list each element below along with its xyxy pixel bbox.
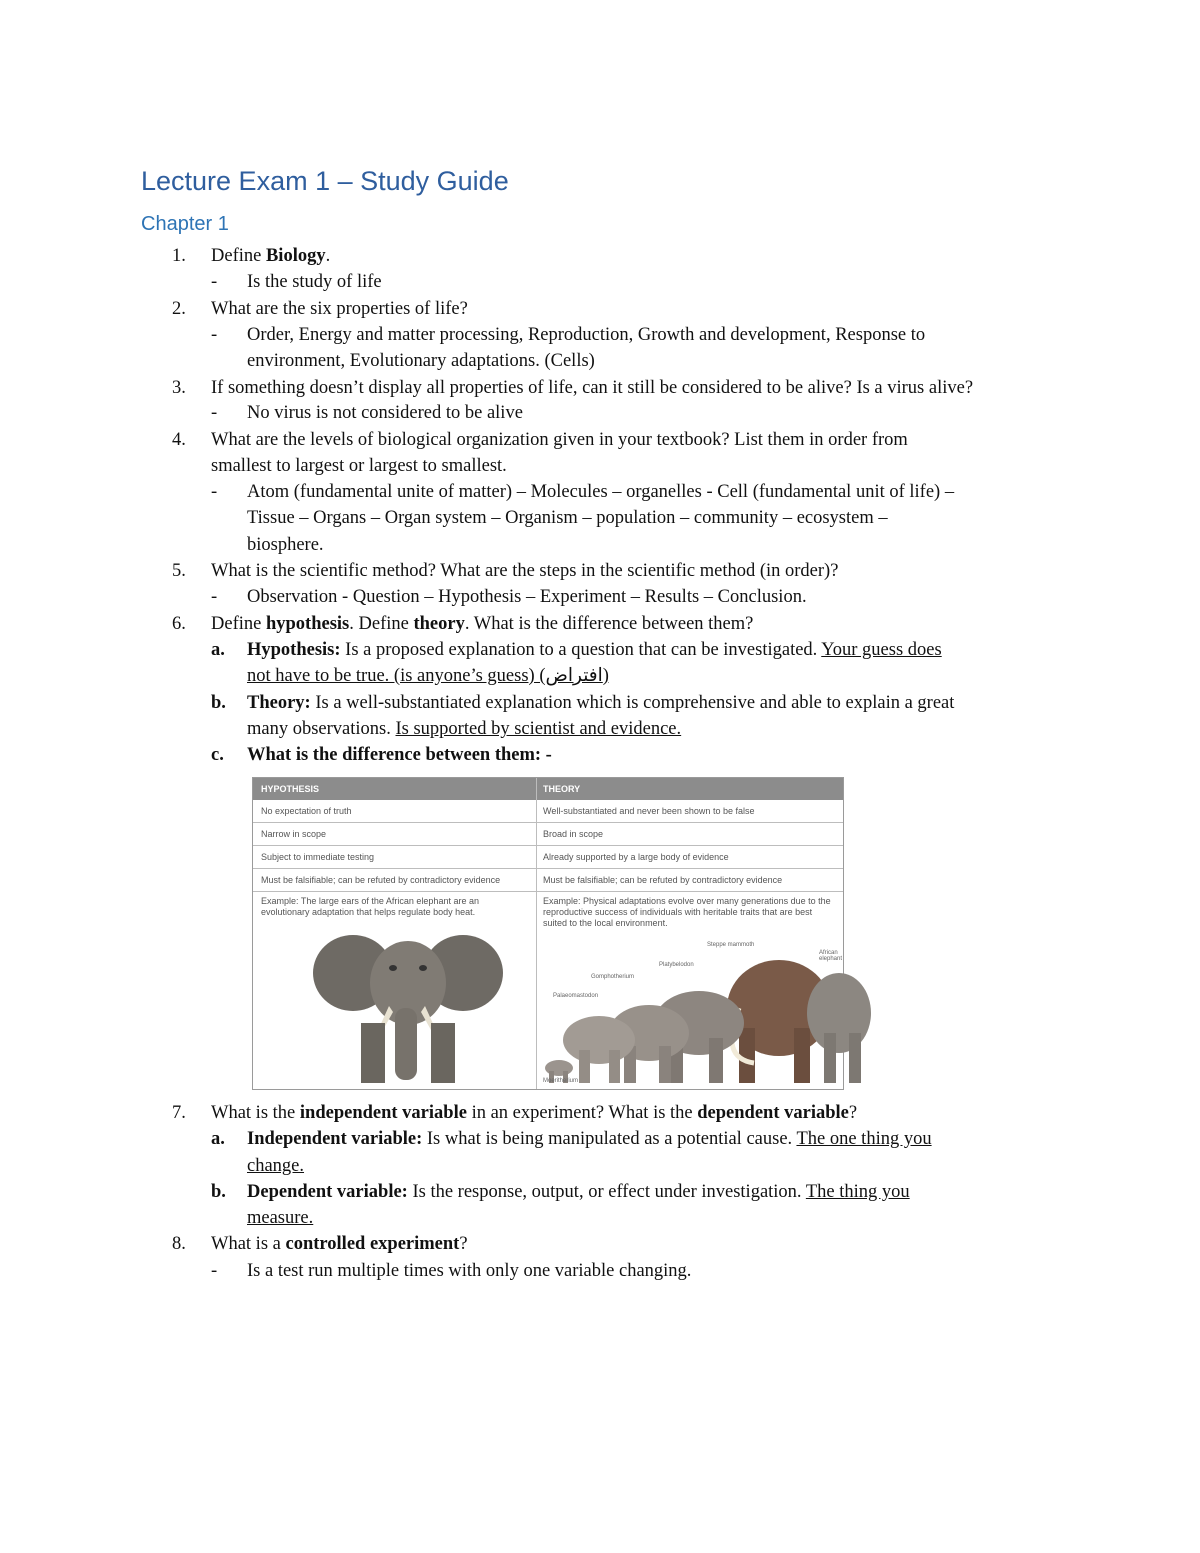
answer-text: biosphere. [247, 535, 324, 555]
table-cell: Well-substantiated and never been shown to be false [543, 806, 755, 816]
question-text: What are the levels of biological organization given in your textbook? List them in order from [211, 430, 908, 450]
example-theory: Example: Physical adaptations evolve over many generations due to the reproductive success of individuals with heritable traits that are best suited to the local environment. [543, 896, 831, 928]
bold-term: theory [413, 614, 465, 634]
label-steppe-mammoth: Steppe mammoth [707, 942, 755, 948]
text: Define [211, 614, 266, 634]
underlined-text: Is supported by scientist and evidence. [395, 719, 682, 739]
sub-label: a. [211, 1129, 225, 1149]
text: many observations. [247, 719, 396, 739]
table-cell: Already supported by a large body of evidence [543, 852, 729, 862]
text: Define [211, 246, 266, 266]
answer-text: environment, Evolutionary adaptations. (Cells) [247, 351, 595, 371]
answer-text [247, 1179, 910, 1205]
bold-term: Independent variable: [247, 1129, 423, 1149]
sub-label: b. [211, 1182, 226, 1202]
bold-term: Dependent variable: [247, 1182, 408, 1202]
text: Is a proposed explanation to a question that can be investigated. [340, 640, 822, 660]
label-moeritherium: Moeritherium [543, 1078, 579, 1084]
question-number: 6. [172, 614, 186, 634]
label-platybelodon: Platybelodon [659, 962, 694, 968]
text: in an experiment? What is the [466, 1103, 698, 1123]
answer-text [247, 663, 609, 689]
dash-bullet: - [211, 403, 218, 423]
question-text: If something doesn’t display all properties of life, can it still be considered to be alive? Is a virus alive? [211, 378, 974, 398]
bold-term: controlled experiment [285, 1234, 460, 1254]
answer-text [247, 742, 552, 768]
bold-term: Hypothesis: [247, 640, 341, 660]
answer-text: Is a test run multiple times with only one variable changing. [247, 1261, 692, 1281]
bold-term: hypothesis [265, 614, 350, 634]
underlined-text: Your guess does [821, 640, 942, 660]
question-text [211, 1231, 468, 1257]
hypothesis-theory-table [252, 777, 844, 1090]
column-divider [536, 778, 537, 1089]
table-cell: Narrow in scope [261, 829, 327, 839]
dash-bullet: - [211, 587, 218, 607]
table-row [253, 869, 843, 892]
table-header [253, 778, 843, 800]
answer-text: Order, Energy and matter processing, Reproduction, Growth and development, Response to [247, 325, 926, 345]
table-cell: No expectation of truth [261, 806, 352, 816]
bold-term: independent variable [299, 1103, 467, 1123]
african-elephant-image [313, 928, 503, 1088]
underlined-text: measure. [247, 1208, 314, 1228]
sub-label: b. [211, 693, 226, 713]
table-cell: Subject to immediate testing [261, 852, 375, 862]
label-palaeomastodon: Palaeomastodon [553, 993, 599, 999]
example-hypothesis: Example: The large ears of the African elephant are an evolutionary adaptation that helps regulate body heat. [261, 896, 479, 917]
question-text: smallest to largest or largest to smallest. [211, 456, 507, 476]
table-row [253, 823, 843, 846]
answer-text [247, 1153, 304, 1179]
table-row [253, 846, 843, 869]
question-number: 7. [172, 1103, 186, 1123]
table-cell: Broad in scope [543, 829, 604, 839]
text: What is the [211, 1103, 300, 1123]
text: . Define [349, 614, 414, 634]
answer-text: Tissue – Organs – Organ system – Organism – population – community – ecosystem – [247, 508, 888, 528]
sub-label: c. [211, 745, 224, 765]
question-number: 5. [172, 561, 186, 581]
dash-bullet: - [211, 272, 218, 292]
text: Is the response, output, or effect under investigation. [407, 1182, 806, 1202]
bold-term: Biology [265, 246, 326, 266]
answer-text [247, 716, 681, 742]
text: Is what is being manipulated as a potential cause. [422, 1129, 797, 1149]
question-text [211, 1100, 857, 1126]
text: ? [848, 1103, 858, 1123]
question-text [211, 611, 753, 637]
question-text [211, 243, 330, 269]
answer-text [247, 637, 942, 663]
document-title: Lecture Exam 1 – Study Guide [141, 166, 509, 196]
answer-text [247, 690, 954, 716]
text: ? [459, 1234, 468, 1254]
dash-bullet: - [211, 482, 218, 502]
label-african-elephant: African elephant [819, 950, 843, 962]
dash-bullet: - [211, 1261, 218, 1281]
question-number: 2. [172, 299, 186, 319]
underlined-text: not have to be true. (is anyone’s guess) (افتراض) [247, 666, 609, 686]
underlined-text: The thing you [805, 1182, 910, 1202]
text: Is a well-substantiated explanation which is comprehensive and able to explain a great [310, 693, 955, 713]
question-number: 1. [172, 246, 186, 266]
table-row [253, 800, 843, 823]
question-number: 3. [172, 378, 186, 398]
text: What is a [211, 1234, 286, 1254]
bold-term: What is the difference between them: - [247, 745, 552, 765]
underlined-text: The one thing you [796, 1129, 932, 1149]
underlined-text: change. [247, 1156, 305, 1176]
text: . [325, 246, 331, 266]
bold-term: Theory: [247, 693, 311, 713]
dash-bullet: - [211, 325, 218, 345]
question-number: 4. [172, 430, 186, 450]
chapter-heading: Chapter 1 [141, 213, 229, 235]
question-text: What are the six properties of life? [211, 299, 468, 319]
column-header-theory: THEORY [543, 784, 581, 794]
answer-text: No virus is not considered to be alive [247, 403, 523, 423]
answer-text: Is the study of life [247, 272, 382, 292]
sub-label: a. [211, 640, 225, 660]
label-gomphotherium: Gomphotherium [591, 974, 635, 980]
table-cell: Must be falsifiable; can be refuted by contradictory evidence [261, 875, 501, 885]
answer-text [247, 1126, 932, 1152]
column-header-hypothesis: HYPOTHESIS [261, 784, 320, 794]
answer-text: Observation - Question – Hypothesis – Experiment – Results – Conclusion. [247, 587, 807, 607]
question-text: What is the scientific method? What are the steps in the scientific method (in order)? [211, 561, 839, 581]
answer-text: Atom (fundamental unite of matter) – Molecules – organelles - Cell (fundamental unit of life) – [247, 482, 955, 502]
bold-term: dependent variable [697, 1103, 849, 1123]
table-cell: Must be falsifiable; can be refuted by contradictory evidence [543, 875, 783, 885]
answer-text [247, 1205, 313, 1231]
question-number: 8. [172, 1234, 186, 1254]
text: . What is the difference between them? [464, 614, 754, 634]
